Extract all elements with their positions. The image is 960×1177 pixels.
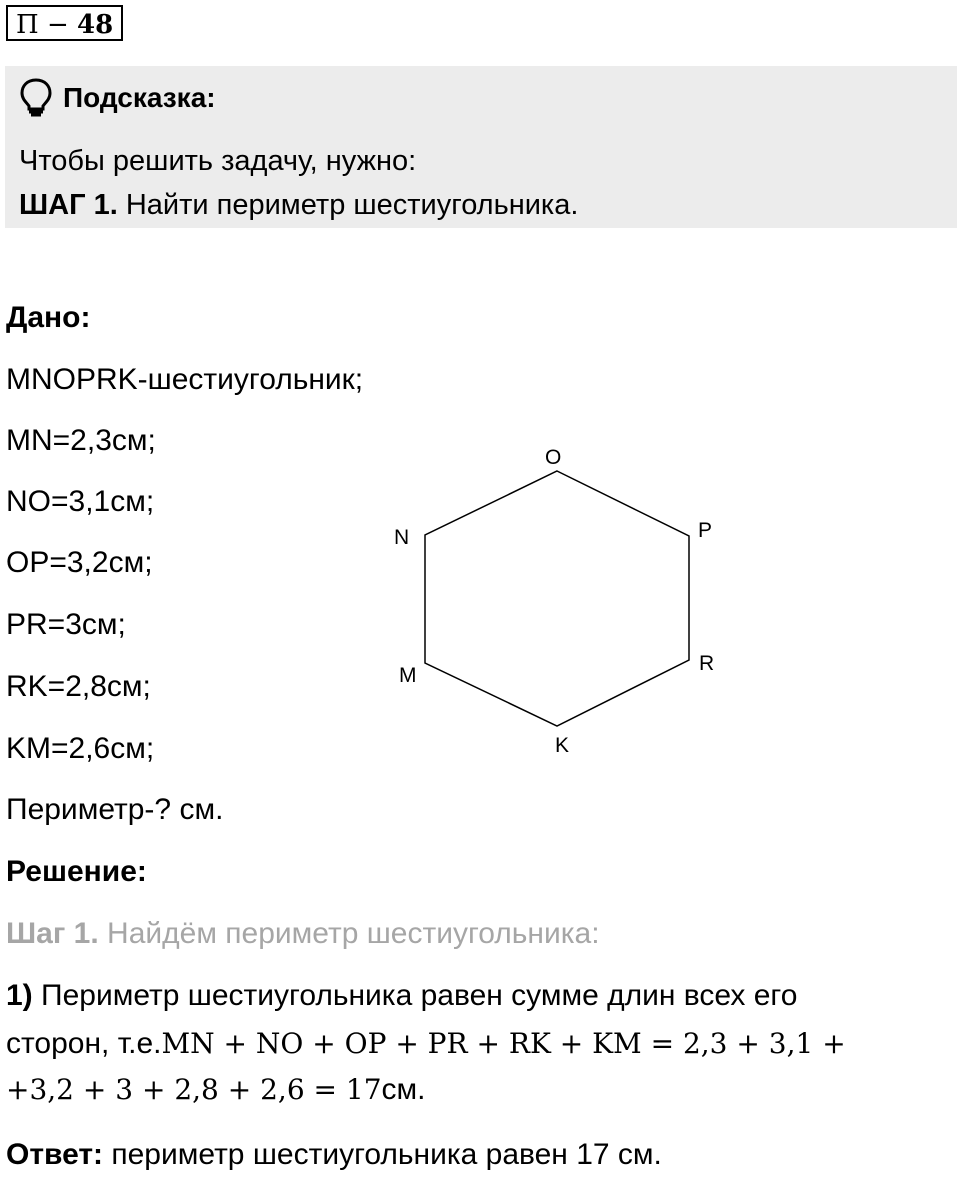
solution-item-text: сторон, т.е. xyxy=(6,1027,162,1060)
solution-item-number: 1) xyxy=(6,979,33,1012)
hint-title xyxy=(19,78,216,118)
vertex-label-n: N xyxy=(394,526,410,549)
given-line: RK=2,8см; xyxy=(6,670,151,703)
vertex-label-r: R xyxy=(699,652,715,675)
task-number-label xyxy=(6,5,123,41)
vertex-label-k: K xyxy=(555,734,570,757)
solution-item-line-2 xyxy=(6,1024,846,1064)
given-line: OP=3,2см; xyxy=(6,546,153,579)
vertex-label-p: P xyxy=(698,519,713,542)
solution-title: Решение: xyxy=(6,855,147,888)
given-line: MNOPRK-шестиугольник; xyxy=(6,363,364,396)
hint-step-text: Найти периметр шестиугольника. xyxy=(117,189,579,221)
given-line: NO=3,1см; xyxy=(6,485,155,518)
hint-step xyxy=(19,186,578,224)
hexagon-shape xyxy=(425,471,689,726)
lightbulb-icon xyxy=(19,78,53,118)
answer-line xyxy=(6,1135,662,1175)
task-number: 48 xyxy=(77,10,114,40)
given-line: MN=2,3см; xyxy=(6,424,156,457)
perimeter-formula: MN + NO + OP + PR + RK + KM = 2,3 + 3,1 + xyxy=(161,1027,846,1060)
given-line: PR=3см; xyxy=(6,608,126,641)
hint-step-label: ШАГ 1. xyxy=(19,189,118,221)
vertex-label-o: O xyxy=(545,446,562,469)
hint-title-text: Подсказка: xyxy=(63,82,216,113)
task-prefix: П − xyxy=(16,10,69,40)
vertex-label-m: M xyxy=(399,664,417,687)
given-line: Периметр-? см. xyxy=(6,793,224,826)
hint-intro: Чтобы решить задачу, нужно: xyxy=(19,145,417,177)
perimeter-formula-result: +3,2 + 3 + 2,8 + 2,6 = 17 xyxy=(6,1073,382,1106)
solution-item-line-3 xyxy=(6,1070,426,1110)
answer-label: Ответ: xyxy=(6,1138,104,1171)
solution-step xyxy=(6,914,600,954)
perimeter-unit: см. xyxy=(381,1073,426,1106)
solution-step-label: Шаг 1. xyxy=(6,917,99,950)
solution-step-text: Найдём периметр шестиугольника: xyxy=(98,917,600,950)
hexagon-figure xyxy=(385,435,735,765)
solution-item-text: Периметр шестиугольника равен сумме длин всех его xyxy=(32,979,798,1012)
answer-text: периметр шестиугольника равен 17 см. xyxy=(103,1138,662,1171)
given-line: KM=2,6см; xyxy=(6,732,155,765)
solution-item-line-1 xyxy=(6,976,797,1016)
given-title: Дано: xyxy=(6,301,91,334)
hint-box xyxy=(5,66,957,228)
